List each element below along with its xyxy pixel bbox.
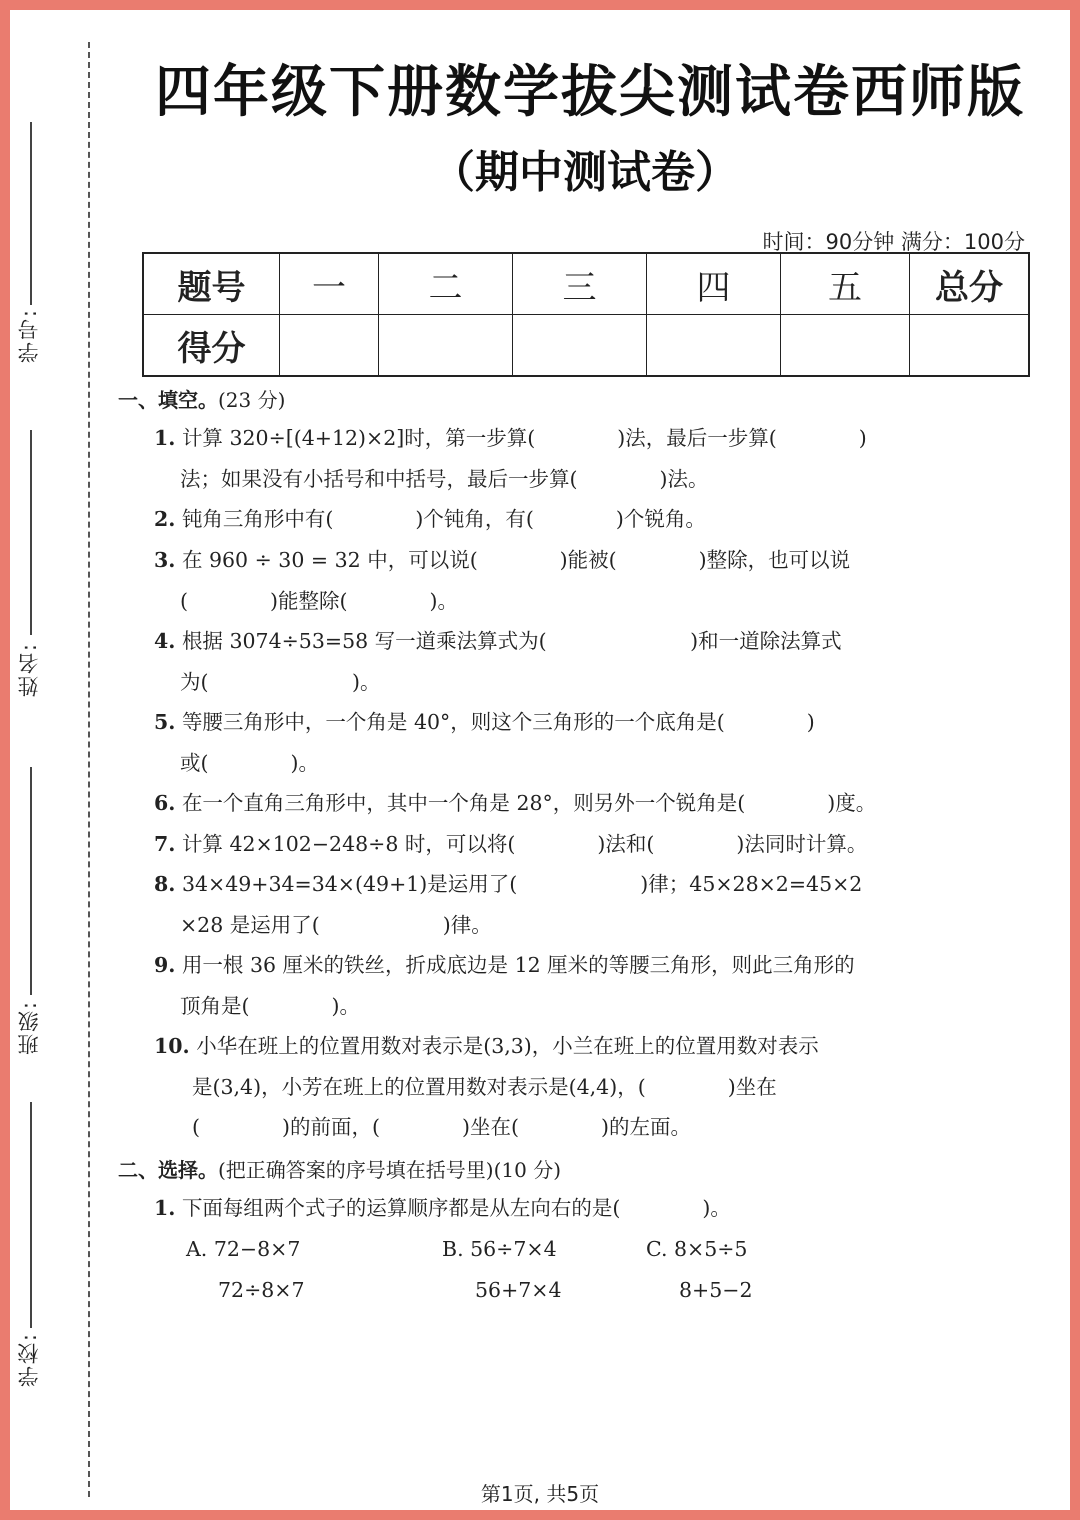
question-1: [154, 418, 969, 499]
score-input-3[interactable]: [513, 315, 647, 377]
question-text-cont: 或( )。: [180, 750, 319, 775]
option-b-second: 56+7×4: [475, 1277, 562, 1302]
question-text: 等腰三角形中，一个角是 40°，则这个三角形的一个底角是( ): [181, 710, 815, 734]
class-label: 班级:: [17, 1000, 41, 1056]
name-label: 姓名:: [17, 642, 41, 698]
score-table-header-row: [143, 253, 1029, 315]
question-text: 下面每组两个式子的运算顺序都是从左向右的是( )。: [181, 1196, 731, 1220]
question-text: 计算 42×102−248÷8 时，可以将( )法和( )法同时计算。: [181, 832, 868, 856]
score-cell-4: 四: [647, 253, 781, 315]
question-10: [154, 1026, 969, 1148]
question-number: 4.: [154, 629, 176, 653]
option-b-first: B. 56÷7×4: [442, 1237, 557, 1261]
score-input-1[interactable]: [280, 315, 379, 377]
choice-question-1: [154, 1188, 969, 1229]
section-1-heading: [118, 384, 285, 413]
section-2-heading: [118, 1154, 561, 1183]
question-text-cont: ( )能整除( )。: [180, 588, 458, 613]
question-3: [154, 540, 969, 621]
question-number: 7.: [154, 832, 176, 856]
score-cell-total: 总分: [910, 253, 1030, 315]
school-label: 学校:: [17, 1332, 41, 1388]
question-number: 2.: [154, 507, 176, 531]
question-text: 钝角三角形中有( )个钝角，有( )个锐角。: [181, 507, 706, 531]
question-number: 3.: [154, 548, 176, 572]
question-text: 在一个直角三角形中，其中一个角是 28°，则另外一个锐角是( )度。: [181, 791, 877, 815]
question-text-cont: 是(3,4)，小芳在班上的位置用数对表示是(4,4)，( )坐在: [192, 1074, 777, 1099]
score-input-total[interactable]: [910, 315, 1030, 377]
option-a-first: A. 72−8×7: [186, 1237, 301, 1261]
page-footer: 第1页, 共5页: [480, 1482, 600, 1506]
score-input-2[interactable]: [379, 315, 513, 377]
question-number: 10.: [154, 1034, 190, 1058]
question-6: [154, 783, 969, 824]
question-text: 在 960 ÷ 30 = 32 中，可以说( )能被( )整除，也可以说: [181, 548, 851, 572]
exam-title: 四年级下册数学拔尖测试卷西师版: [155, 60, 1025, 125]
question-5: [154, 702, 969, 783]
question-4: [154, 621, 969, 702]
question-text: 计算 320÷[(4+12)×2]时，第一步算( )法，最后一步算( ): [181, 426, 867, 450]
question-text-cont: 顶角是( )。: [180, 993, 360, 1018]
score-cell-5: 五: [781, 253, 910, 315]
question-text: 小华在班上的位置用数对表示是(3,3)，小兰在班上的位置用数对表示: [196, 1034, 819, 1058]
question-text-cont: 法；如果没有小括号和中括号，最后一步算( )法。: [180, 466, 709, 491]
question-7: [154, 824, 969, 865]
score-input-4[interactable]: [647, 315, 781, 377]
question-number: 1.: [154, 1196, 176, 1220]
score-table-score-row: [143, 315, 1029, 377]
question-text: 用一根 36 厘米的铁丝，折成底边是 12 厘米的等腰三角形，则此三角形的: [181, 953, 855, 977]
score-row-label: 得分: [143, 315, 280, 377]
section-2-points: (把正确答案的序号填在括号里)(10 分): [218, 1158, 562, 1182]
exam-subtitle: （期中测试卷）: [431, 147, 739, 198]
exam-page: [10, 10, 1070, 1510]
student-no-line: [30, 122, 32, 305]
question-text: 34×49+34=34×(49+1)是运用了( )律；45×28×2=45×2: [181, 872, 863, 896]
question-text: 根据 3074÷53=58 写一道乘法算式为( )和一道除法算式: [181, 629, 842, 653]
section-1-title: 一、填空。: [118, 388, 218, 412]
score-cell-heading: 题号: [143, 253, 280, 315]
score-input-5[interactable]: [781, 315, 910, 377]
option-a-second: 72÷8×7: [218, 1277, 305, 1302]
question-text-cont: ( )的前面，( )坐在( )的左面。: [192, 1115, 691, 1139]
option-b[interactable]: [442, 1229, 562, 1310]
school-line: [30, 1102, 32, 1328]
question-number: 1.: [154, 426, 176, 450]
option-c-second: 8+5−2: [679, 1277, 753, 1302]
binding-dashed-line: [88, 42, 90, 1497]
option-a[interactable]: [186, 1229, 305, 1310]
score-cell-3: 三: [513, 253, 647, 315]
question-number: 6.: [154, 791, 176, 815]
section-1-points: (23 分): [218, 388, 286, 412]
question-2: [154, 499, 969, 540]
question-number: 9.: [154, 953, 176, 977]
score-table: [142, 252, 1030, 377]
score-cell-1: 一: [280, 253, 379, 315]
name-line: [30, 430, 32, 635]
question-9: [154, 945, 969, 1026]
question-8: [154, 864, 969, 945]
question-number: 8.: [154, 872, 176, 896]
student-no-label: 学号:: [17, 308, 41, 364]
option-c[interactable]: [646, 1229, 752, 1310]
section-2-title: 二、选择。: [118, 1158, 218, 1182]
option-c-first: C. 8×5÷5: [646, 1237, 748, 1261]
time-info: 时间：90分钟 满分：100分: [762, 230, 1025, 254]
question-number: 5.: [154, 710, 176, 734]
class-line: [30, 767, 32, 995]
question-text-cont: ×28 是运用了( )律。: [180, 912, 492, 937]
question-text-cont: 为( )。: [180, 669, 381, 694]
score-cell-2: 二: [379, 253, 513, 315]
